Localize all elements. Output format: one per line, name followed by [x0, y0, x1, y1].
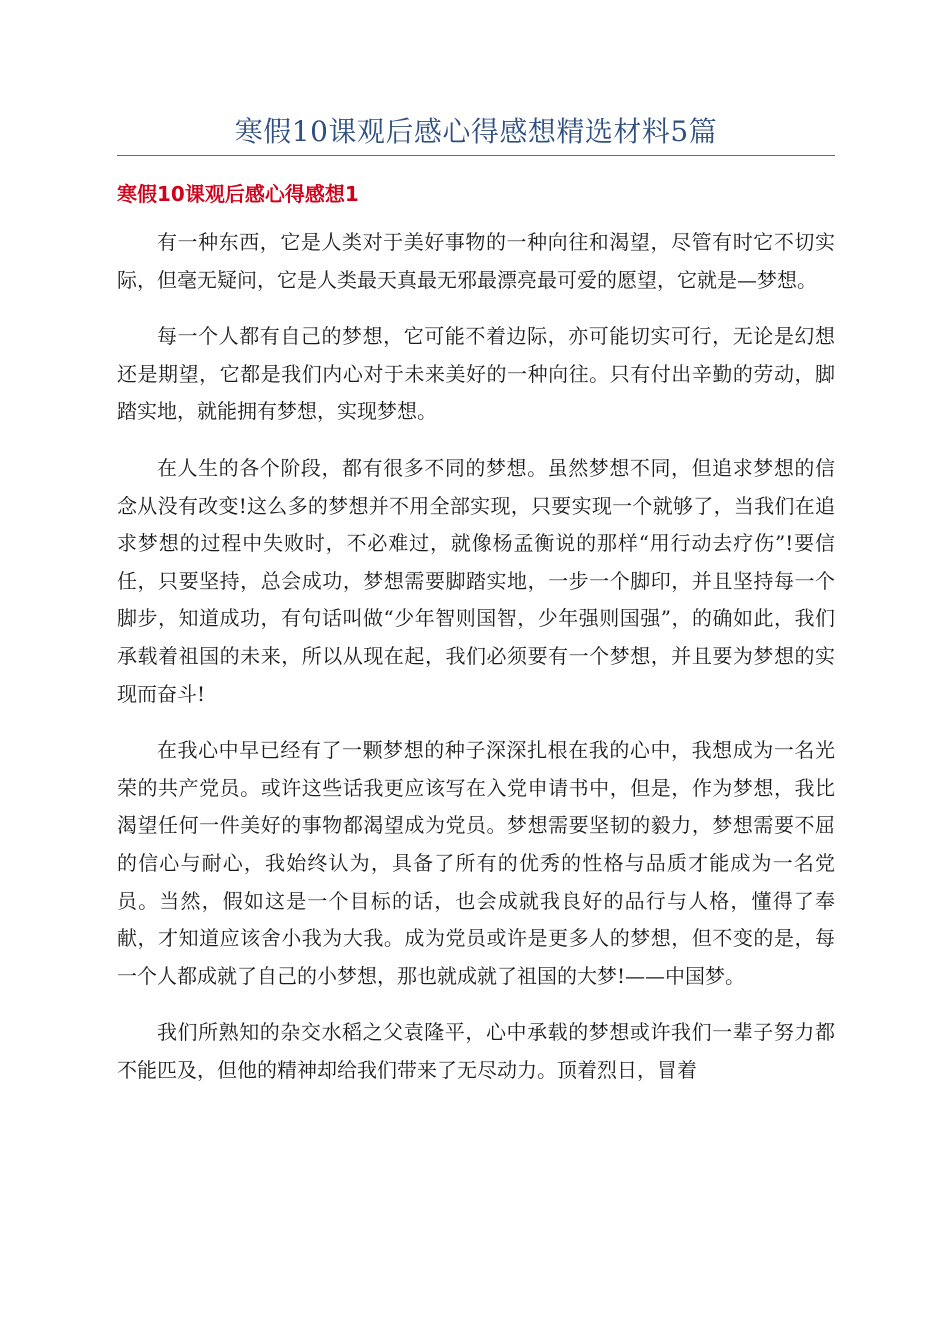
paragraph: 每一个人都有自己的梦想，它可能不着边际，亦可能切实可行，无论是幻想还是期望，它都是我们内心对于未来美好的一种向往。只有付出辛勤的劳动，脚踏实地，就能拥有梦想，实现梦想。 [117, 324, 835, 424]
paragraph: 在人生的各个阶段，都有很多不同的梦想。虽然梦想不同，但追求梦想的信念从没有改变!这么多的梦想并不用全部实现，只要实现一个就够了，当我们在追求梦想的过程中失败时，不必难过，就像杨孟衡说的那样“用行动去疗伤”!要信任，只要坚持，总会成功，梦想需要脚踏实地，一步一个脚印，并且坚持每一个脚步，知道成功，有句话叫做“少年智则国智，少年强则国强”，的确如此，我们承载着祖国的未来，所以从现在起，我们必须要有一个梦想，并且要为梦想的实现而奋斗! [117, 455, 835, 706]
body-text [117, 224, 835, 1108]
paragraph: 有一种东西，它是人类对于美好事物的一种向往和渴望，尽管有时它不切实际，但毫无疑问，它是人类最天真最无邪最漂亮最可爱的愿望，它就是—梦想。 [117, 230, 835, 292]
document-title: 寒假10课观后感心得感想精选材料5篇 [234, 115, 718, 148]
section-heading: 寒假10课观后感心得感想1 [117, 182, 359, 206]
paragraph: 我们所熟知的杂交水稻之父袁隆平，心中承载的梦想或许我们一辈子努力都不能匹及，但他的精神却给我们带来了无尽动力。顶着烈日，冒着 [117, 1020, 835, 1082]
paragraph: 在我心中早已经有了一颗梦想的种子深深扎根在我的心中，我想成为一名光荣的共产党员。或许这些话我更应该写在入党申请书中，但是，作为梦想，我比渴望任何一件美好的事物都渴望成为党员。梦想需要坚韧的毅力，梦想需要不屈的信心与耐心，我始终认为，具备了所有的优秀的性格与品质才能成为一名党员。当然，假如这是一个目标的话，也会成就我良好的品行与人格，懂得了奉献，才知道应该舍小我为大我。成为党员或许是更多人的梦想，但不变的是，每一个人都成就了自己的小梦想，那也就成就了祖国的大梦!——中国梦。 [117, 738, 835, 988]
title-underline-rule [117, 155, 835, 156]
